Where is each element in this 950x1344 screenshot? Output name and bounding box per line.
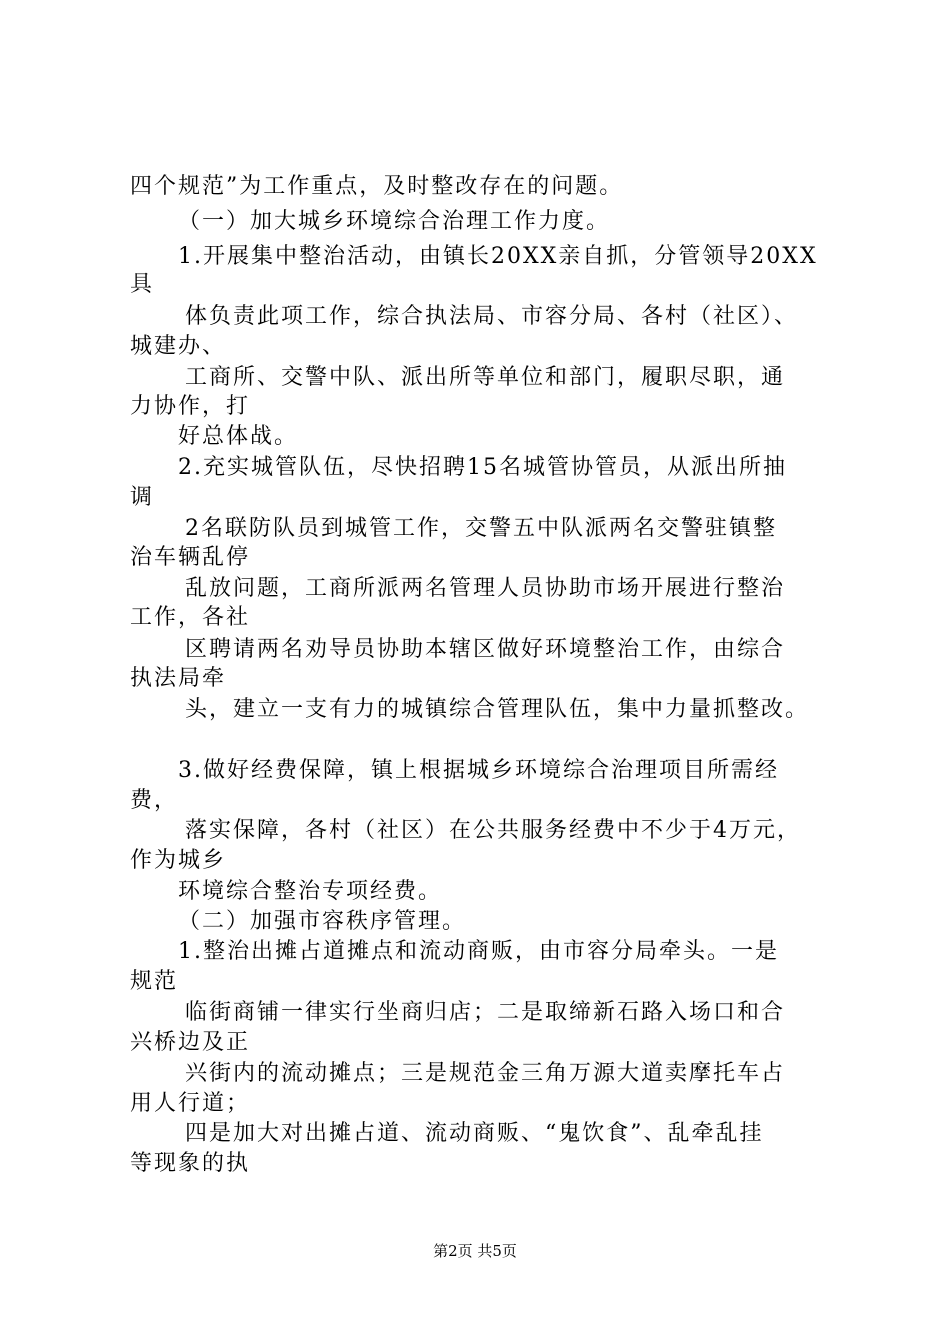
text-line: 工商所、交警中队、派出所等单位和部门，履职尽职，通 [185, 365, 786, 390]
text-line: 用人行道； [130, 1091, 251, 1116]
text-line: 落实保障，各村（社区）在公共服务经费中不少于4万元， [185, 818, 801, 843]
section-heading: （一）加大城乡环境综合治理工作力度。 [178, 209, 611, 234]
text-line: 临街商铺一律实行坐商归店；二是取缔新石路入场口和合 [185, 1000, 786, 1025]
section-heading: （二）加强市容秩序管理。 [178, 909, 467, 934]
text-line: 环境综合整治专项经费。 [178, 879, 443, 904]
text-line: 力协作，打 [130, 394, 251, 419]
text-line: 2.充实城管队伍，尽快招聘15名城管协管员，从派出所抽 [178, 455, 787, 480]
text-line: 乱放问题，工商所派两名管理人员协助市场开展进行整治 [185, 576, 786, 601]
text-line: 3.做好经费保障，镇上根据城乡环境综合治理项目所需经 [178, 758, 779, 783]
text-line: 具 [130, 272, 155, 297]
text-line: 区聘请两名劝导员协助本辖区做好环境整治工作，由综合 [185, 637, 786, 662]
page-number: 第2页 共5页 [433, 1242, 517, 1260]
text-line: 费， [130, 788, 179, 813]
text-line: 头，建立一支有力的城镇综合管理队伍，集中力量抓整改。 [185, 697, 810, 722]
text-line: 等现象的执 [130, 1151, 251, 1176]
text-line: 城建办、 [130, 334, 227, 359]
text-line: 工作，各社 [130, 605, 251, 630]
text-line: 规范 [130, 969, 179, 994]
text-line: 2名联防队员到城管工作，交警五中队派两名交警驻镇整 [185, 516, 777, 541]
text-line: 调 [130, 485, 155, 510]
text-line: 执法局牵 [130, 666, 227, 691]
text-line: 兴街内的流动摊点；三是规范金三角万源大道卖摩托车占 [185, 1061, 786, 1086]
text-line: 作为城乡 [130, 848, 227, 873]
text-line: 四个规范”为工作重点，及时整改存在的问题。 [130, 174, 624, 199]
text-line: 四是加大对出摊占道、流动商贩、“鬼饮食”、乱牵乱挂 [185, 1121, 764, 1146]
text-line: 兴桥边及正 [130, 1030, 251, 1055]
text-line: 体负责此项工作，综合执法局、市容分局、各村（社区）、 [185, 304, 799, 329]
text-line: 1.整治出摊占道摊点和流动商贩，由市容分局牵头。一是 [178, 939, 779, 964]
text-line: 治车辆乱停 [130, 545, 251, 570]
text-line: 好总体战。 [178, 424, 299, 449]
text-line: 1.开展集中整治活动，由镇长20XX亲自抓，分管领导20XX [178, 244, 818, 269]
